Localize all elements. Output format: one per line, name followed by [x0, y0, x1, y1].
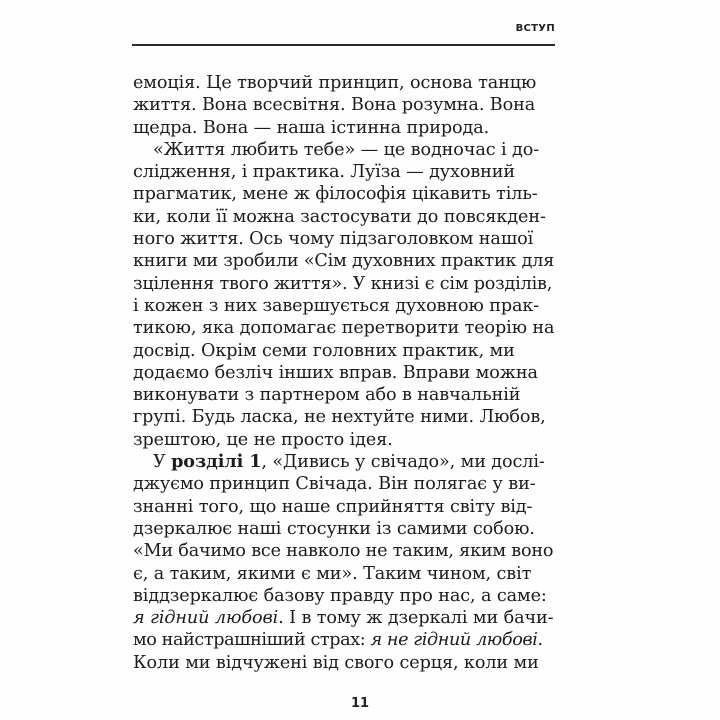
running-head: ВСТУП [515, 23, 555, 34]
text-line [133, 406, 555, 428]
text-line [133, 117, 555, 139]
text-segment: віддзеркалює базову правду про нас, а саме: [133, 585, 547, 606]
text-line [133, 585, 555, 607]
text-segment: джуємо принцип Свічада. Він полягає у ви- [133, 474, 536, 495]
text-segment: дзеркалює наші стосунки із самими собою. [133, 518, 535, 539]
text-line [133, 161, 555, 183]
text-line [133, 384, 555, 406]
header-rule [132, 44, 555, 46]
text-line [133, 273, 555, 295]
text-segment: , «Дивись у свічадо», ми дослі- [261, 452, 545, 473]
text-line [133, 362, 555, 384]
text-line [133, 429, 555, 451]
paragraph [133, 139, 555, 451]
text-segment: групі. Будь ласка, не нехтуйте ними. Любов, [133, 407, 546, 428]
text-segment: слідження, і практика. Луїза — духовний [133, 162, 516, 183]
text-line [133, 317, 555, 339]
text-segment: «Життя любить тебе» — це водночас і до- [153, 139, 540, 160]
text-segment: ного життя. Ось чому підзаголовком нашої [133, 229, 534, 250]
text-line [133, 139, 555, 161]
text-line [133, 518, 555, 540]
text-line [133, 94, 555, 116]
text-segment: книги ми зробили «Сім духовних практик для [133, 251, 555, 272]
text-segment: мо найстрашніший страх: [133, 630, 371, 651]
text-segment: виконувати з партнером або в навчальній [133, 385, 521, 406]
text-line [133, 473, 555, 495]
text-segment: додаємо безліч інших вправ. Вправи можна [133, 362, 538, 383]
text-segment: У [153, 452, 172, 473]
body-text [133, 72, 555, 674]
text-segment: ки, коли її можна застосувати до повсякден- [133, 206, 546, 227]
text-segment: зрештою, це не просто ідея. [133, 429, 393, 450]
text-segment: щедра. Вона — наша істинна природа. [133, 117, 490, 138]
text-segment: прагматик, мене ж філософія цікавить тіль- [133, 184, 538, 205]
text-line [133, 652, 555, 674]
text-line [133, 607, 555, 629]
text-line [133, 451, 555, 473]
text-segment: . І в тому ж дзеркалі ми бачи- [278, 608, 554, 629]
text-segment: «Ми бачимо все навколо не таким, яким воно [133, 541, 554, 562]
text-line [133, 340, 555, 362]
text-line [133, 183, 555, 205]
text-segment: емоція. Це творчий принцип, основа танцю [133, 73, 537, 93]
text-segment: тикою, яка допомагає перетворити теорію на [133, 318, 555, 339]
text-line [133, 563, 555, 585]
text-line [133, 72, 555, 94]
text-segment: Коли ми відчужені від свого серця, коли ми [133, 652, 539, 673]
italic-text: я не гідний любові [370, 630, 538, 651]
bold-text: розділі 1 [171, 451, 262, 473]
text-line [133, 206, 555, 228]
text-segment: і кожен з них завершується духовною прак- [133, 295, 540, 316]
paragraph [133, 451, 555, 674]
text-line [133, 228, 555, 250]
italic-text: я гідний любові [133, 608, 279, 629]
text-line [133, 629, 555, 651]
text-line [133, 540, 555, 562]
page-number: 11 [350, 696, 370, 711]
text-line [133, 295, 555, 317]
paragraph [133, 72, 555, 139]
text-line [133, 496, 555, 518]
text-segment: . [537, 630, 543, 651]
text-segment: знанні того, що наше сприйняття світу від- [133, 496, 533, 517]
text-segment: життя. Вона всесвітня. Вона розумна. Вона [133, 95, 536, 116]
text-segment: досвід. Окрім семи головних практик, ми [133, 340, 515, 361]
text-segment: є, а таким, якими є ми». Таким чином, світ [133, 563, 532, 584]
text-line [133, 250, 555, 272]
text-segment: зцілення твого життя». У книзі є сім розділів, [133, 273, 553, 294]
